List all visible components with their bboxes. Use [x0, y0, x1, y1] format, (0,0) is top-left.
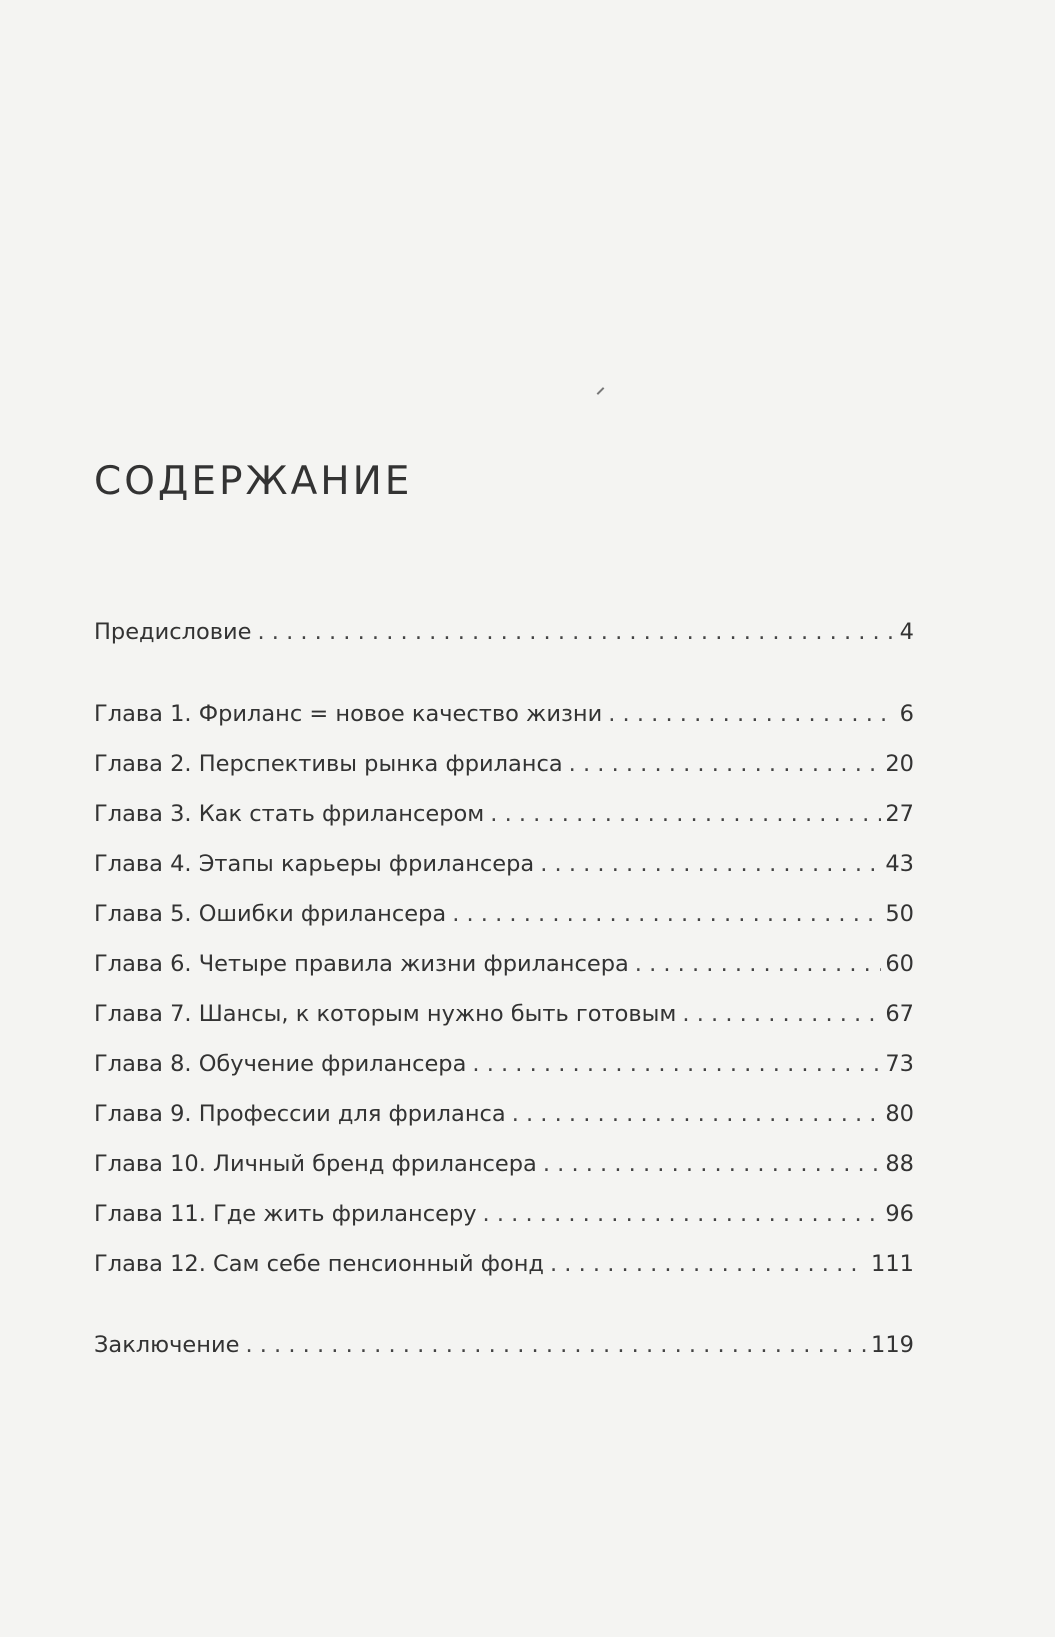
toc-entry-label: Глава 8. Обучение фрилансера [94, 1051, 467, 1077]
toc-entry-label: Глава 9. Профессии для фриланса [94, 1101, 506, 1127]
toc-entry-chapter-3 [94, 796, 914, 832]
toc-entry-label: Глава 10. Личный бренд фрилансера [94, 1151, 537, 1177]
toc-entry-page: 43 [885, 851, 914, 877]
toc-entry-label: Глава 7. Шансы, к которым нужно быть готовым [94, 1001, 677, 1027]
dot-leader [635, 946, 882, 982]
toc-entry-chapter-12 [94, 1246, 914, 1282]
dot-leader [682, 996, 881, 1032]
dot-leader [569, 746, 882, 782]
page-title: СОДЕРЖАНИЕ [94, 459, 413, 504]
ink-mark [597, 387, 605, 395]
dot-leader [245, 1327, 867, 1363]
dot-leader [550, 1246, 867, 1282]
dot-leader [512, 1096, 882, 1132]
toc-entry-label: Глава 11. Где жить фрилансеру [94, 1201, 477, 1227]
toc-entry-label: Глава 2. Перспективы рынка фриланса [94, 751, 563, 777]
toc-entry-chapter-2 [94, 746, 914, 782]
toc-entry-page: 27 [885, 801, 914, 827]
dot-leader [540, 846, 881, 882]
toc-entry-chapter-7 [94, 996, 914, 1032]
toc-entry-label: Глава 4. Этапы карьеры фрилансера [94, 851, 535, 877]
toc-entry-page: 88 [885, 1151, 914, 1177]
toc-entry-label: Предисловие [94, 619, 252, 645]
dot-leader [543, 1146, 882, 1182]
toc-entry-chapter-10 [94, 1146, 914, 1182]
toc-entry-chapter-6 [94, 946, 914, 982]
toc-entry-preface [94, 614, 914, 650]
dot-leader [608, 696, 895, 732]
toc-entry-page: 73 [885, 1051, 914, 1077]
toc-entry-chapter-5 [94, 896, 914, 932]
toc-entry-page: 50 [885, 901, 914, 927]
toc-entry-label: Глава 3. Как стать фрилансером [94, 801, 485, 827]
toc-entry-label: Заключение [94, 1332, 240, 1358]
dot-leader [452, 896, 881, 932]
toc-entry-label: Глава 5. Ошибки фрилансера [94, 901, 447, 927]
dot-leader [257, 614, 895, 650]
toc-entry-page: 67 [885, 1001, 914, 1027]
toc-entry-conclusion [94, 1327, 914, 1363]
toc-entry-page: 119 [871, 1332, 914, 1358]
toc-entry-page: 6 [899, 701, 914, 727]
toc-entry-chapter-1 [94, 696, 914, 732]
toc-entry-label: Глава 12. Сам себе пенсионный фонд [94, 1251, 544, 1277]
dot-leader [490, 796, 881, 832]
toc-entry-chapter-11 [94, 1196, 914, 1232]
toc-entry-page: 60 [885, 951, 914, 977]
toc-entry-chapter-4 [94, 846, 914, 882]
toc-entry-page: 80 [885, 1101, 914, 1127]
toc-entry-label: Глава 6. Четыре правила жизни фрилансера [94, 951, 629, 977]
dot-leader [472, 1046, 881, 1082]
dot-leader [483, 1196, 882, 1232]
toc-entry-page: 4 [899, 619, 914, 645]
toc-entry-chapter-8 [94, 1046, 914, 1082]
toc-entry-chapter-9 [94, 1096, 914, 1132]
toc-entry-page: 96 [885, 1201, 914, 1227]
toc-entry-page: 20 [885, 751, 914, 777]
toc-entry-page: 111 [871, 1251, 914, 1277]
toc-entry-label: Глава 1. Фриланс = новое качество жизни [94, 701, 603, 727]
